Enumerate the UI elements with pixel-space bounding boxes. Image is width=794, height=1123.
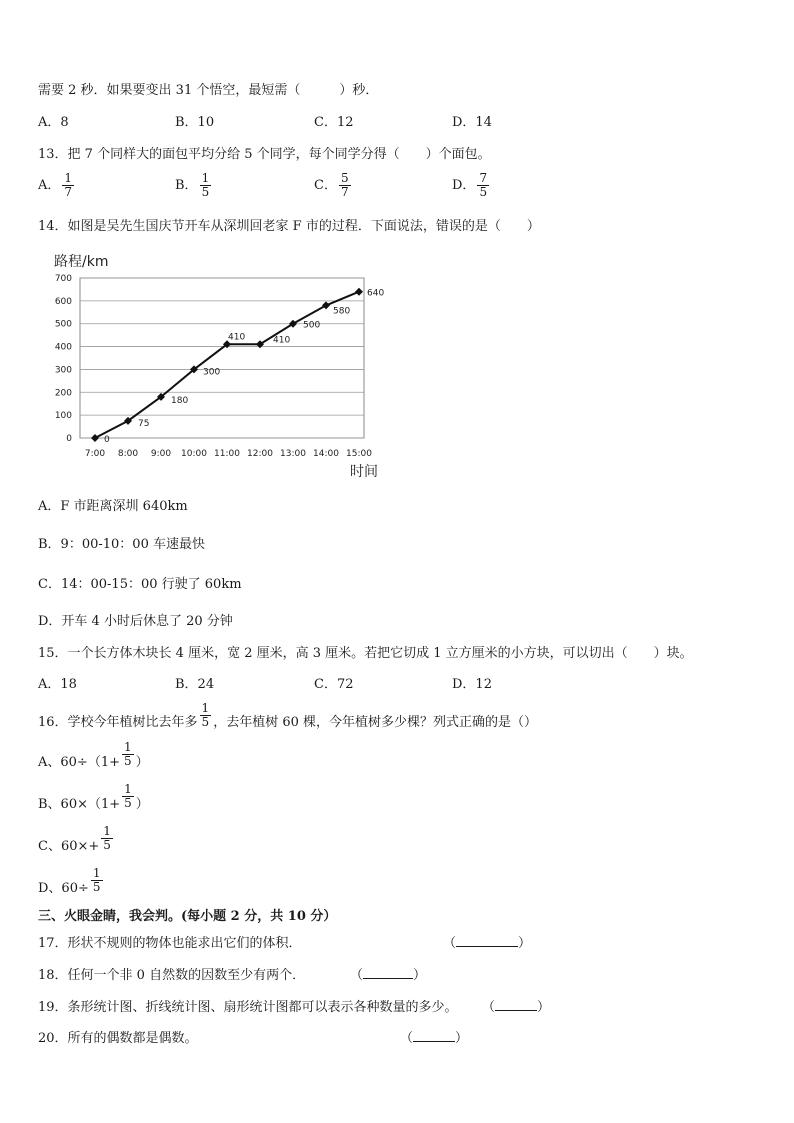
q13-option-b: B． $\frac{1}{5}$ — [175, 171, 210, 199]
q12-option-b: B．10 — [175, 115, 215, 130]
q14-option-c: C．14：00-15：00 行驶了 60km — [38, 577, 242, 592]
y-tick-label: 0 — [66, 434, 72, 444]
data-point — [355, 288, 363, 296]
x-tick-label: 14:00 — [313, 449, 339, 459]
data-label: 640 — [367, 288, 385, 299]
y-tick-label: 400 — [54, 342, 72, 353]
fraction: $\frac{1}{5}$ — [124, 782, 132, 810]
q16-option-d: D、60÷ $\frac{1}{5}$ — [38, 866, 101, 896]
q16-option-b: B、60×（1+ $\frac{1}{5}$ ） — [38, 782, 149, 812]
x-tick-label: 15:00 — [346, 449, 372, 459]
data-point — [91, 434, 99, 442]
q13-option-c: C． $\frac{5}{7}$ — [314, 171, 349, 199]
data-label: 300 — [203, 367, 221, 378]
data-point — [322, 301, 330, 309]
q12-option-d: D．14 — [452, 115, 492, 130]
q19-statement: 19．条形统计图、折线统计图、扇形统计图都可以表示各种数量的多少。 — [38, 1000, 458, 1015]
section-3-heading: 三、火眼金睛，我会判。(每小题 2 分，共 10 分） — [38, 909, 337, 924]
data-label: 580 — [333, 306, 351, 317]
data-label: 500 — [303, 320, 321, 331]
x-tick-label: 8:00 — [117, 449, 139, 459]
y-tick-label: 700 — [54, 274, 72, 284]
data-label: 75 — [138, 418, 150, 429]
fraction: $\frac{1}{5}$ — [103, 824, 111, 852]
fraction: $\frac{1}{5}$ — [92, 866, 101, 894]
x-tick-label: 11:00 — [214, 449, 240, 459]
q16-option-a: A、60÷（1+ $\frac{1}{5}$ ） — [38, 740, 149, 770]
q18-statement: 18．任何一个非 0 自然数的因数至少有两个． — [38, 968, 306, 983]
q15-option-c: C．72 — [314, 677, 354, 692]
chart-ylabel: 路程/km — [54, 254, 109, 270]
plot-frame — [80, 278, 364, 438]
q18-answer-blank[interactable]: （ ） — [350, 968, 427, 983]
fraction: $\frac{1}{7}$ — [64, 171, 73, 199]
q17-statement: 17．形状不规则的物体也能求出它们的体积． — [38, 936, 302, 951]
q19-answer-blank[interactable]: （ ） — [482, 1000, 551, 1015]
q15-option-a: A．18 — [38, 677, 77, 692]
fraction: $\frac{1}{5}$ — [201, 171, 210, 199]
q20-statement: 20．所有的偶数都是偶数。 — [38, 1031, 198, 1046]
x-tick-label: 13:00 — [280, 449, 306, 459]
q13-option-a: A． $\frac{1}{7}$ — [38, 171, 73, 199]
y-tick-label: 300 — [54, 365, 72, 376]
data-label: 180 — [171, 395, 189, 406]
q15-stem: 15．一个长方体木块长 4 厘米，宽 2 厘米，高 3 厘米。若把它切成 1 立方厘米的小方块，可以切出（ ）块。 — [38, 646, 693, 661]
x-tick-label: 10:00 — [181, 449, 207, 459]
q13-stem: 13．把 7 个同样大的面包平均分给 5 个同学，每个同学分得（ ）个面包。 — [38, 147, 491, 162]
x-tick-label: 12:00 — [247, 449, 273, 459]
q17-answer-blank[interactable]: （ ） — [443, 936, 532, 951]
y-tick-label: 200 — [54, 388, 72, 399]
q12-stem-tail: 需要 2 秒．如果要变出 31 个悟空，最短需（ ）秒． — [38, 83, 379, 98]
q16-stem: 16．学校今年植树比去年多 $\frac{1}{5}$ ，去年植树 60 棵，今年植树多少棵？列式正确的是（） — [38, 701, 537, 730]
distance-time-chart — [38, 244, 398, 484]
fraction: $\frac{1}{5}$ — [124, 740, 132, 768]
q20-answer-blank[interactable]: （ ） — [400, 1031, 469, 1046]
q15-option-d: D．12 — [452, 677, 492, 692]
fraction: $\frac{1}{5}$ — [201, 701, 210, 729]
q16-option-c: C、60×+ $\frac{1}{5}$ — [38, 824, 111, 854]
data-label: 410 — [273, 335, 291, 346]
y-tick-label: 600 — [54, 296, 72, 307]
x-tick-label: 7:00 — [84, 449, 106, 459]
x-tick-label: 9:00 — [150, 449, 172, 459]
q13-option-d: D． $\frac{7}{5}$ — [452, 171, 488, 199]
q14-stem: 14．如图是吴先生国庆节开车从深圳回老家 F 市的过程．下面说法，错误的是（ ） — [38, 219, 540, 234]
fraction: $\frac{7}{5}$ — [479, 171, 488, 199]
q12-option-a: A．8 — [38, 115, 69, 130]
series-line — [95, 292, 359, 438]
data-label: 410 — [228, 332, 246, 343]
q14-option-d: D．开车 4 小时后休息了 20 分钟 — [38, 614, 233, 629]
data-label: 0 — [104, 435, 110, 445]
q14-option-a: A．F 市距离深圳 640km — [38, 499, 188, 514]
q12-option-c: C．12 — [314, 115, 354, 130]
y-tick-label: 500 — [54, 319, 72, 330]
fraction: $\frac{5}{7}$ — [340, 171, 349, 199]
q15-option-b: B．24 — [175, 677, 215, 692]
q14-option-b: B．9：00-10：00 车速最快 — [38, 537, 205, 552]
chart-xlabel: 时间 — [350, 464, 378, 480]
y-tick-label: 100 — [54, 411, 72, 422]
